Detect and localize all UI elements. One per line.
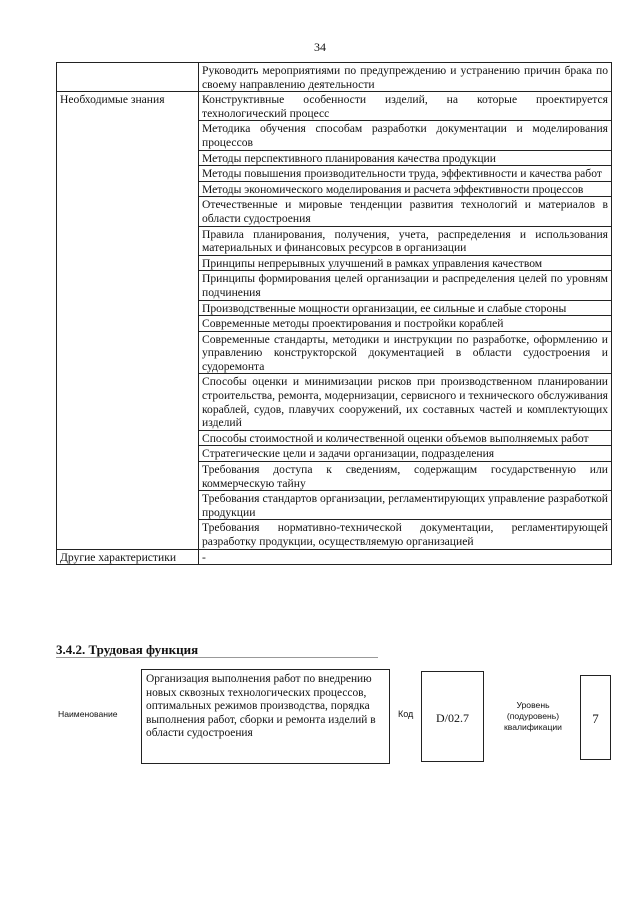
row-category-cell: Другие характеристики	[57, 549, 199, 565]
row-category-cell	[57, 63, 199, 92]
row-text-cell: Требования нормативно-технической документации, регламентирующей разработку продукции, осуществляемую организацией	[199, 520, 612, 549]
qualification-level-box: 7	[580, 675, 611, 760]
row-category-cell: Необходимые знания	[57, 92, 199, 549]
row-text-cell: Правила планирования, получения, учета, распределения и использования материальных и финансовых ресурсов в организации	[199, 226, 612, 255]
row-text-cell: Конструктивные особенности изделий, на которые проектируется технологический процесс	[199, 92, 612, 121]
row-text-cell: Стратегические цели и задачи организации, подразделения	[199, 446, 612, 462]
row-text-cell: Способы оценки и минимизации рисков при производственном планировании строительства, ремонта, модернизации, сервисного и технического обслуживания кораблей, судов, плавучих сооружений, их составных частей и комплектующих изделий	[199, 374, 612, 430]
section-title: 3.4.2. Трудовая функция	[56, 642, 199, 657]
row-text-cell: Методы перспективного планирования качества продукции	[199, 150, 612, 166]
code-label: Код	[398, 709, 414, 719]
knowledge-table	[56, 62, 612, 565]
function-code-box: D/02.7	[421, 671, 484, 762]
qualification-level-label: Уровень (подуровень) квалификации	[504, 700, 562, 732]
section-divider	[56, 657, 378, 658]
name-label: Наименование	[58, 709, 118, 719]
row-text-cell: Требования стандартов организации, регламентирующих управление разработкой продукции	[199, 491, 612, 520]
row-text-cell: Методы повышения производительности труда, эффективности и качества работ	[199, 166, 612, 182]
row-text-cell: -	[199, 549, 612, 565]
table-row	[57, 549, 612, 565]
row-text-cell: Производственные мощности организации, ее сильные и слабые стороны	[199, 300, 612, 316]
table-row	[57, 63, 612, 92]
row-text-cell: Требования доступа к сведениям, содержащим государственную или коммерческую тайну	[199, 462, 612, 491]
page-number: 34	[314, 40, 326, 54]
row-text-cell: Современные методы проектирования и постройки кораблей	[199, 316, 612, 332]
table-row	[57, 92, 612, 121]
row-text-cell: Принципы формирования целей организации и распределения целей по уровням подчинения	[199, 271, 612, 300]
row-text-cell: Принципы непрерывных улучшений в рамках управления качеством	[199, 255, 612, 271]
row-text-cell: Методы экономического моделирования и расчета эффективности процессов	[199, 181, 612, 197]
row-text-cell: Современные стандарты, методики и инструкции по разработке, оформлению и управлению конструкторской документацией в области судостроения и судоремонта	[199, 331, 612, 374]
row-text-cell: Руководить мероприятиями по предупреждению и устранению причин брака по своему направлению деятельности	[199, 63, 612, 92]
row-text-cell: Способы стоимостной и количественной оценки объемов выполняемых работ	[199, 430, 612, 446]
row-text-cell: Методика обучения способам разработки документации и моделирования процессов	[199, 121, 612, 150]
row-text-cell: Отечественные и мировые тенденции развития технологий и материалов в области судостроения	[199, 197, 612, 226]
function-name-box: Организация выполнения работ по внедрению новых сквозных технологических процессов, оптимальных режимов производства, порядка выполнения работ, сборки и ремонта изделий в области судостроения	[141, 669, 390, 764]
